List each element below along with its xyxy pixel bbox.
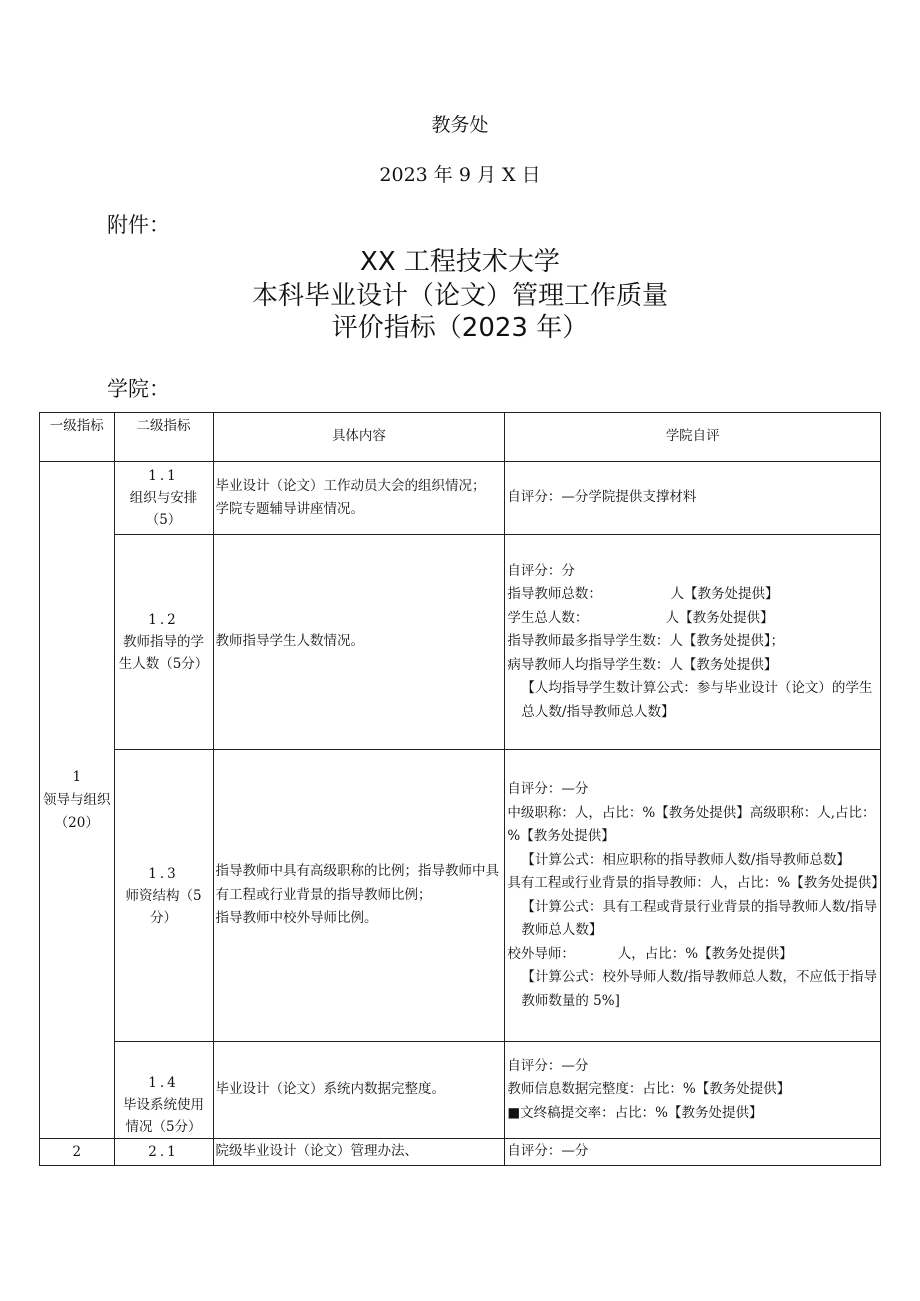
level1-num: 1 bbox=[72, 768, 82, 785]
header-self-eval: 学院自评 bbox=[505, 413, 881, 462]
content-cell bbox=[213, 462, 505, 535]
content-line: 教师指导学生人数情况。 bbox=[215, 633, 364, 650]
level2-label: 组织与安排（5） bbox=[129, 490, 198, 528]
content-line: 学院专题辅导讲座情况。 bbox=[215, 501, 364, 517]
self-eval-line: 自评分：—分学院提供支撑材料 bbox=[507, 489, 697, 506]
level2-cell bbox=[114, 1139, 213, 1166]
self-eval-line: 教师信息数据完整度：占比：%【教务处提供】 bbox=[507, 1081, 791, 1098]
self-eval-line: 自评分：—分 bbox=[507, 1143, 589, 1160]
content-line: 院级毕业设计（论文）管理办法、 bbox=[215, 1143, 418, 1160]
self-eval-line: ■文终稿提交率：占比：%【教务处提供】 bbox=[507, 1104, 763, 1121]
level2-cell bbox=[114, 535, 213, 750]
level2-label: 师资结构（5分） bbox=[125, 887, 202, 926]
content-cell bbox=[213, 1139, 505, 1166]
level1-num: 2 bbox=[72, 1143, 82, 1160]
level1-label: 领导与组织（20） bbox=[43, 791, 111, 831]
self-eval-cell bbox=[505, 1139, 881, 1166]
self-eval-cell bbox=[505, 1042, 881, 1139]
level2-num: 1.1 bbox=[148, 468, 179, 484]
content-line: 指导教师中具有高级职称的比例；指导教师中具有工程或行业背景的指导教师比例； bbox=[215, 863, 499, 903]
table-row bbox=[40, 535, 881, 750]
self-eval-line: 指导教师总数： 人【教务处提供】 bbox=[507, 586, 779, 603]
self-eval-line: 学生总人数： 人【教务处提供】 bbox=[507, 609, 774, 626]
content-cell bbox=[213, 750, 505, 1042]
level2-num: 2.1 bbox=[148, 1144, 179, 1160]
doc-title-line-2: 本科毕业设计（论文）管理工作质量 bbox=[251, 281, 668, 311]
level2-label: 毕设系统使用情况（5分） bbox=[123, 1097, 204, 1135]
table-row bbox=[40, 750, 881, 1042]
self-eval-line: 指导教师最多指导学生数：人【教务处提供】； bbox=[507, 633, 785, 650]
content-cell bbox=[213, 535, 505, 750]
self-eval-cell bbox=[505, 535, 881, 750]
attachment-label: 附件： bbox=[107, 213, 170, 237]
table-row bbox=[40, 462, 881, 535]
evaluation-table bbox=[39, 412, 885, 1166]
level2-cell bbox=[114, 750, 213, 1042]
self-eval-cell bbox=[505, 750, 885, 1042]
self-eval-line: 自评分：—分 bbox=[507, 781, 589, 797]
level2-cell bbox=[114, 462, 213, 535]
level2-cell bbox=[114, 1042, 213, 1139]
content-cell bbox=[213, 1042, 505, 1139]
self-eval-line: 校外导师： 人，占比：%【教务处提供】 bbox=[507, 945, 793, 962]
signature-date: 2023 年 9 月 X 日 bbox=[379, 164, 541, 186]
self-eval-formula: 【计算公式：具有工程或背景行业背景的指导教师人数/指导教师总人数】 bbox=[521, 898, 877, 938]
self-eval-line: 自评分：分 bbox=[507, 562, 575, 579]
header-content: 具体内容 bbox=[213, 413, 505, 462]
table-row bbox=[40, 1042, 881, 1139]
self-eval-line: 自评分：—分 bbox=[507, 1057, 589, 1074]
content-line: 毕业设计（论文）工作动员大会的组织情况； bbox=[215, 477, 486, 494]
self-eval-line: 病导教师人均指导学生数：人【教务处提供】 bbox=[507, 656, 778, 673]
signature-office: 教务处 bbox=[431, 114, 489, 136]
self-eval-line: 中级职称：人，占比：%【教务处提供】高级职称：人,占比：%【教务处提供】 bbox=[507, 804, 876, 844]
college-label: 学院： bbox=[107, 377, 170, 401]
level2-num: 1.2 bbox=[148, 612, 179, 628]
self-eval-formula: 【计算公式：相应职称的指导教师人数/指导教师总数】 bbox=[521, 851, 850, 868]
level2-label: 教师指导的学生人数（5分） bbox=[118, 634, 209, 672]
self-eval-formula: 【人均指导学生数计算公式：参与毕业设计（论文）的学生总人数/指导教师总人数】 bbox=[521, 680, 873, 720]
level1-cell bbox=[40, 1139, 115, 1166]
header-level1: 一级指标 bbox=[40, 413, 115, 462]
doc-title-line-1: XX 工程技术大学 bbox=[360, 247, 560, 277]
table-row bbox=[40, 1139, 881, 1166]
level1-cell bbox=[40, 462, 115, 1139]
header-level2: 二级指标 bbox=[114, 413, 213, 462]
content-line: 毕业设计（论文）系统内数据完整度。 bbox=[215, 1081, 445, 1098]
doc-title-line-3: 评价指标（2023 年） bbox=[331, 313, 589, 343]
self-eval-line: 具有工程或行业背景的指导教师：人，占比：%【教务处提供】 bbox=[507, 875, 885, 891]
self-eval-cell bbox=[505, 462, 881, 535]
level2-num: 1.4 bbox=[148, 1075, 179, 1091]
self-eval-formula: 【计算公式：校外导师人数/指导教师总人数，不应低于指导教师数量的 5%] bbox=[521, 969, 877, 1009]
content-line: 指导教师中校外导师比例。 bbox=[215, 910, 378, 927]
level2-num: 1.3 bbox=[148, 865, 179, 882]
table-header-row bbox=[40, 413, 881, 462]
